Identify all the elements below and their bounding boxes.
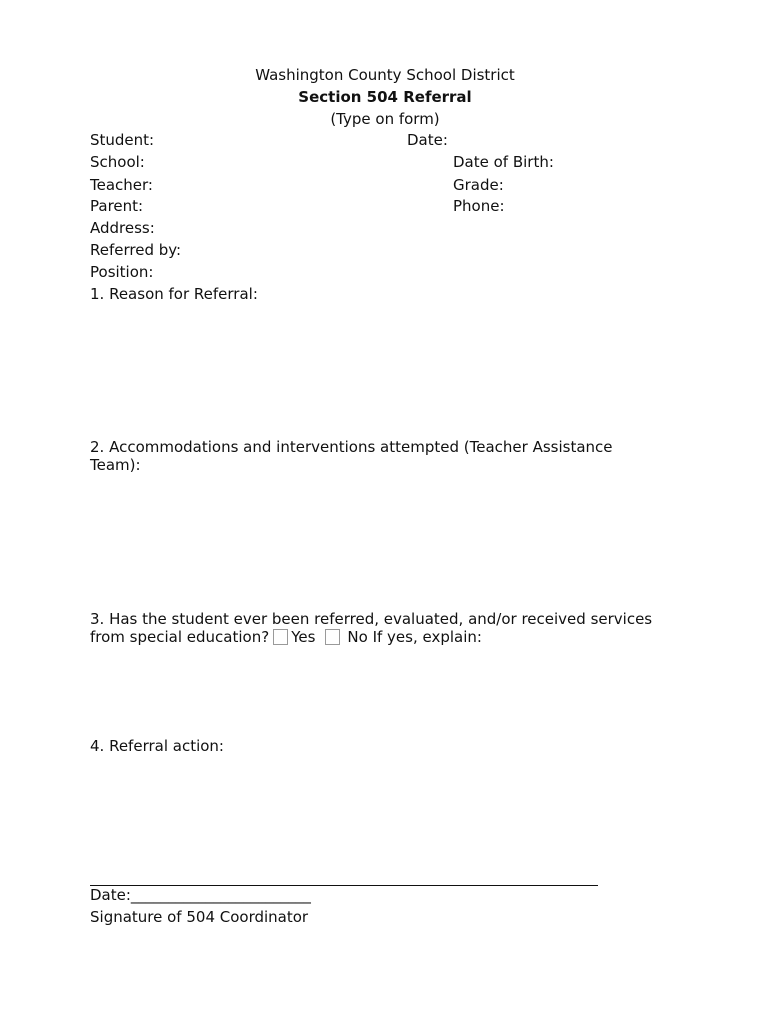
question-2-line-2: Team): (90, 456, 141, 474)
student-label: Student: (90, 131, 155, 149)
yes-label: Yes (291, 628, 316, 646)
date-label: Date: (407, 131, 448, 149)
form-title: Section 504 Referral (298, 88, 472, 106)
parent-label: Parent: (90, 197, 144, 215)
address-label: Address: (90, 219, 155, 237)
explain-label: If yes, explain: (367, 628, 482, 646)
yes-checkbox[interactable] (273, 629, 288, 645)
position-label: Position: (90, 263, 154, 281)
form-subtitle: (Type on form) (330, 110, 440, 128)
question-3-line-2 (90, 628, 482, 646)
question-3-line-1: 3. Has the student ever been referred, evaluated, and/or received services (90, 610, 653, 628)
school-label: School: (90, 153, 145, 171)
referred-by-label: Referred by: (90, 241, 182, 259)
question-1: 1. Reason for Referral: (90, 285, 258, 303)
teacher-label: Teacher: (90, 176, 153, 194)
grade-label: Grade: (453, 176, 504, 194)
question-2-line-1: 2. Accommodations and interventions attempted (Teacher Assistance (90, 438, 613, 456)
question-4: 4. Referral action: (90, 737, 224, 755)
signature-date-label: Date:________________________ (90, 886, 311, 904)
question-3-prefix: from special education? (90, 628, 270, 646)
dob-label: Date of Birth: (453, 153, 554, 171)
signature-coordinator-label: Signature of 504 Coordinator (90, 908, 309, 926)
district-name: Washington County School District (255, 66, 515, 84)
no-checkbox[interactable] (325, 629, 340, 645)
phone-label: Phone: (453, 197, 505, 215)
no-label: No (347, 628, 368, 646)
